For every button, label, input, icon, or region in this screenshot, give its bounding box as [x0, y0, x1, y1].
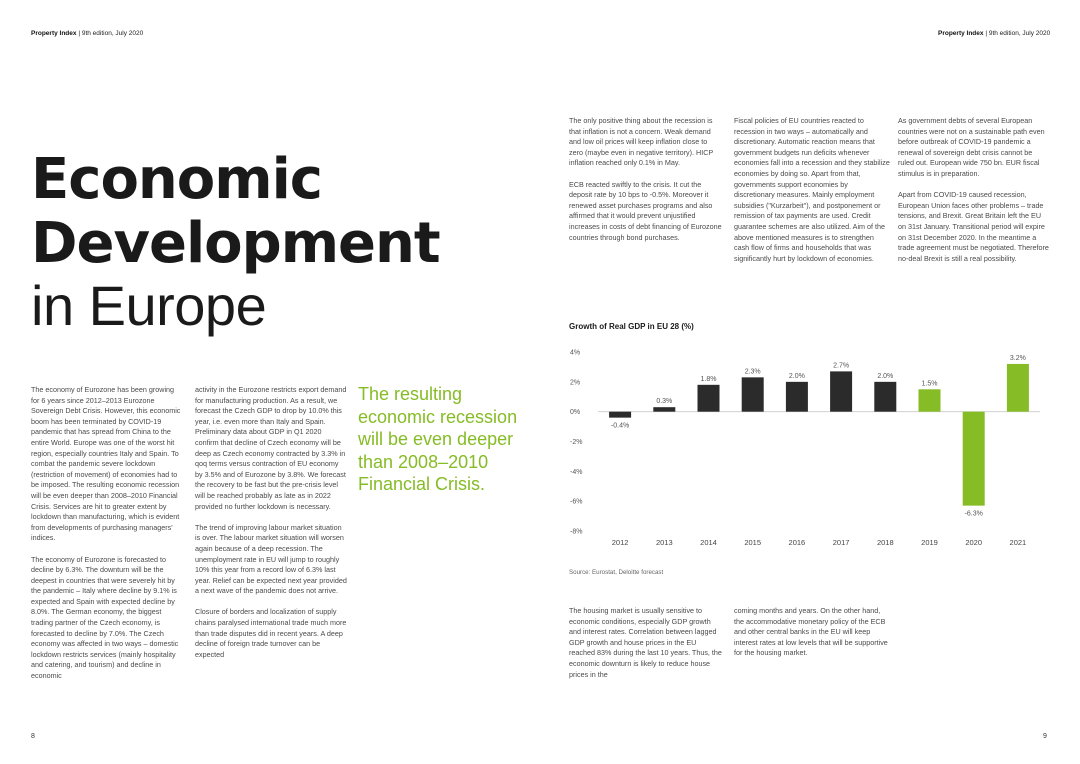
page-title	[31, 148, 440, 336]
header-edition: 9th edition, July 2020	[988, 30, 1051, 37]
paragraph: The housing market is usually sensitive to economic conditions, especially GDP growth and interest rates. Correlation between lagged GDP growth and house prices in the EU reached 83% during the last 10 years. Thus, the economic downturn is likely to reduce house prices in the	[569, 606, 722, 679]
x-tick-label: 2016	[788, 538, 806, 547]
x-tick-label: 2018	[876, 538, 894, 547]
header-edition: 9th edition, July 2020	[81, 30, 144, 37]
y-tick-label: 0%	[570, 409, 581, 417]
bottom-column-2	[734, 606, 890, 670]
y-tick-label: -8%	[570, 528, 583, 536]
y-tick-label: -4%	[570, 468, 583, 476]
left-column-2	[195, 385, 347, 671]
y-tick-label: 2%	[570, 379, 581, 387]
pull-quote: The resulting economic recession will be even deeper than 2008–2010 Financial Crisis.	[358, 384, 518, 494]
bar	[963, 412, 985, 506]
paragraph: ECB reacted swiftly to the crisis. It cut the deposit rate by 10 bps to -0.5%. Moreover it renewed asset purchases programs and also affirmed that it would prevent unjustified increases in costs of debt financing of Eurozone countries through bond purchases.	[569, 179, 722, 242]
bar-value-label: 1.8%	[700, 375, 717, 383]
bar-value-label: -0.4%	[610, 422, 630, 430]
paragraph: coming months and years. On the other hand, the accommodative monetary policy of the ECB and other central banks in the EU will keep interest rates at low levels that will be supportive for the housing market.	[734, 606, 888, 658]
bar	[609, 412, 631, 418]
y-tick-label: -2%	[570, 439, 583, 446]
bottom-column-1	[569, 606, 723, 691]
paragraph: The trend of improving labour market situation is over. The labour market situation will worsen again because of a deep recession. The unemployment rate in EU will jump to roughly 10% this year from a record low of 6.3% last year. Relief can be expected next year provided a next wave of the pandemic does not arrive.	[195, 522, 347, 596]
y-tick-label: 4%	[570, 349, 581, 357]
page-number-right: 9	[1043, 733, 1047, 740]
y-tick-label: -6%	[570, 498, 583, 506]
header-left: Property Index | 9th edition, July 2020	[31, 30, 144, 37]
right-column-3	[898, 116, 1050, 275]
bar	[919, 389, 941, 411]
x-tick-label: 2019	[921, 538, 938, 547]
bar	[698, 385, 720, 412]
bar	[874, 382, 896, 412]
header-right: Property Index | 9th edition, July 2020	[938, 30, 1051, 37]
chart-title: Growth of Real GDP in EU 28 (%)	[569, 322, 694, 331]
header-brand: Property Index	[938, 30, 984, 37]
paragraph: The economy of Eurozone is forecasted to decline by 6.3%. The downturn will be the deepest in countries that were severely hit by the pandemic – Italy where decline by 9.1% is expected and Spain with expected decline by 8.0%. The German economy, the biggest trading partner of the Czech economy, is forecasted to decline by 7.0%. The Czech economy was affected in two ways – domestic lockdown restricts services (mainly hospitality and catering, and tourism) and decline in economic	[31, 554, 179, 681]
x-tick-label: 2013	[655, 538, 673, 547]
page-number-left: 8	[31, 733, 35, 740]
x-tick-label: 2021	[1009, 538, 1027, 547]
x-tick-label: 2012	[611, 538, 629, 547]
x-tick-label: 2017	[832, 538, 850, 547]
bar-value-label: 2.0%	[877, 372, 894, 380]
paragraph: Apart from COVID-19 caused recession, European Union faces other problems – trade tensions, and Brexit. Great Britain left the EU on 31st January. Transitional period will expire on 31st December 2020. In the meantime a trade agreement must be negotiated. Therefore no-deal Brexit is still a real possibility.	[898, 190, 1049, 263]
title-line-2: Development	[31, 211, 440, 276]
bar	[1007, 364, 1029, 412]
left-column-1	[31, 385, 183, 692]
bar-value-label: -6.3%	[964, 510, 983, 518]
bar-value-label: 0.3%	[656, 398, 673, 406]
title-line-1: Economic	[31, 147, 323, 212]
right-column-2	[734, 116, 890, 275]
chart-source: Source: Eurostat, Deloitte forecast	[569, 569, 664, 576]
bar	[653, 407, 675, 411]
bar-value-label: 3.2%	[1009, 354, 1026, 362]
bar-value-label: 1.5%	[921, 380, 938, 388]
gdp-bar-chart	[560, 340, 1050, 555]
right-column-1	[569, 116, 723, 254]
bar-value-label: 2.7%	[833, 362, 850, 370]
bar	[786, 382, 808, 412]
paragraph: The only positive thing about the recession is that inflation is not a concern. Weak demand and low oil prices will keep inflation close to zero (maybe even in negative territory). HICP inflation reached only 0.1% in May.	[569, 116, 714, 168]
bar	[830, 371, 852, 411]
header-brand: Property Index	[31, 30, 77, 37]
paragraph: Fiscal policies of EU countries reacted to recession in two ways – automatically and discretionary. Automatic reaction means that government budgets run deficits whenever economies fall into a recession and they stabilize economies by doing so. Apart from that, governments support economies by discretionary measures. Mainly employment subsidies ("Kurzarbeit"), and postponement or remission of tax payments are used. Credit guarantee schemes are also utilized. Aim of the above mentioned measures is to strengthen cash flow of firms and households that was significantly hurt by lockdown of economies.	[734, 116, 890, 263]
x-tick-label: 2020	[965, 538, 983, 547]
paragraph: Closure of borders and localization of supply chains paralysed international trade much more than trade disputes did in recent years. A deep decline of foreign trade turnover can be expected	[195, 607, 347, 659]
title-line-3: in Europe	[31, 274, 267, 337]
bar-value-label: 2.0%	[788, 372, 805, 380]
bar	[742, 377, 764, 411]
paragraph: activity in the Eurozone restricts export demand for manufacturing production. As a result, we forecast the Czech GDP to drop by 10.0% this year, i.e. even more than Italy and Spain. Preliminary data about GDP in Q1 2020 confirm that decline of Czech economy will be deep as Czech economy contracted by 3.3% in qoq terms versus contraction of EU economy by 3.5% and of Eurozone by 3.8%. We forecast the recovery to be fast but the pre-crisis level will be reached probably as late as in 2022 provided no further lockdown is necessary.	[195, 385, 347, 511]
bar-value-label: 2.3%	[744, 368, 761, 376]
x-tick-label: 2015	[744, 538, 762, 547]
paragraph: The economy of Eurozone has been growing for 6 years since 2012–2013 Eurozone Sovereign Debt Crisis. However, this economic boom has been terminated by COVID-19 pandemic that has spread from China to the entire World. Europe was one of the worst hit region, especially countries Italy and Spain. To combat the pandemic severe lockdown (restriction of movement) of economies had to be imposed. The resulting economic recession will be even deeper than 2008–2010 Financial Crisis. Services are hit to greater extent by lockdown than manufacturing, which is evident from developments of purchasing managers' indices.	[31, 385, 181, 543]
x-tick-label: 2014	[700, 538, 717, 547]
paragraph: As government debts of several European countries were not on a sustainable path even before outbreak of COVID-19 pandemic a renewal of sovereign debt crisis cannot be ruled out. European wide 750 bn. EUR fiscal stimulus is in preparation.	[898, 116, 1045, 178]
